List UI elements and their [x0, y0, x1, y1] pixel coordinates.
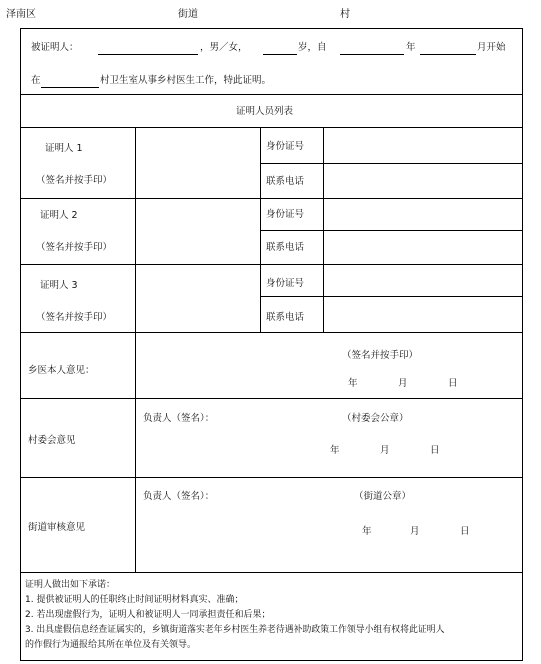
committee-opinion-field[interactable] [136, 399, 522, 477]
commitment-item: 2. 若出现虚假行为，证明人和被证明人一同承担责任和后果； [25, 610, 271, 620]
id-number-label: 身份证号 [266, 141, 305, 152]
id-number-label: 身份证号 [266, 278, 305, 289]
witness-sign-hint: （签名并按手印） [36, 242, 113, 253]
witness-label: 证明人 1 [45, 143, 83, 154]
committee-opinion-label: 村委会意见 [28, 435, 76, 446]
year-label: 年 [406, 42, 416, 53]
line2-prefix: 在 [31, 75, 41, 86]
id-number-label: 身份证号 [266, 209, 305, 220]
id-number-field[interactable] [324, 128, 522, 163]
line2-suffix: 村卫生室从事乡村医生工作，特此证明。 [100, 75, 272, 86]
witness-signature-cell[interactable] [136, 265, 260, 332]
start-month-field[interactable] [420, 54, 476, 55]
street-month-label: 月 [410, 526, 420, 537]
commitment-item: 3. 出具虚假信息经查证属实的，乡镇街道落实老年乡村医生养老待遇补助政策工作领导小组有权将此证明人 [25, 625, 445, 635]
name-field[interactable] [98, 54, 198, 55]
committee-seal-hint: （村委会公章） [342, 413, 409, 424]
village-field[interactable] [41, 87, 99, 88]
commitment-item: 1. 提供被证明人的任职终止时间证明材料真实、准确； [25, 595, 244, 605]
commitment-title: 证明人做出如下承诺： [25, 580, 116, 590]
committee-responsible-label: 负责人（签名）： [143, 413, 215, 424]
witness-sign-hint: （签名并按手印） [36, 175, 113, 186]
committee-day-label: 日 [430, 445, 440, 456]
gender-label: ，男／女， [200, 42, 248, 53]
district-label: 泽南区 [6, 9, 36, 20]
doctor-opinion-label: 乡医本人意见： [28, 365, 95, 376]
doctor-month-label: 月 [398, 378, 408, 389]
start-year-field[interactable] [340, 54, 404, 55]
witness-sign-hint: （签名并按手印） [36, 312, 113, 323]
phone-label: 联系电话 [266, 242, 305, 253]
street-day-label: 日 [460, 526, 470, 537]
witness-label: 证明人 3 [40, 280, 78, 291]
commitment-item: 的作假行为通报给其所在单位及有关领导。 [25, 640, 197, 650]
phone-field[interactable] [324, 297, 522, 332]
witness-signature-cell[interactable] [136, 128, 260, 198]
doctor-year-label: 年 [348, 378, 358, 389]
witness-signature-cell[interactable] [136, 199, 260, 264]
witness-label: 证明人 2 [40, 210, 78, 221]
age-unit-label: 岁，自 [298, 42, 327, 53]
street-year-label: 年 [362, 526, 372, 537]
list-title: 证明人员列表 [236, 106, 294, 117]
street-seal-hint: （街道公章） [354, 491, 412, 502]
doctor-day-label: 日 [448, 378, 458, 389]
certified-label: 被证明人： [31, 42, 79, 53]
phone-label: 联系电话 [266, 176, 305, 187]
street-review-label: 街道审核意见 [28, 522, 86, 533]
village-label: 村 [340, 9, 350, 20]
phone-field[interactable] [324, 164, 522, 198]
age-field[interactable] [263, 54, 297, 55]
doctor-sign-hint: （签名并按手印） [342, 350, 419, 361]
committee-month-label: 月 [380, 445, 390, 456]
phone-label: 联系电话 [266, 312, 305, 323]
phone-field[interactable] [324, 231, 522, 264]
id-number-field[interactable] [324, 199, 522, 230]
month-start-label: 月开始 [477, 42, 506, 53]
id-number-field[interactable] [324, 265, 522, 296]
committee-year-label: 年 [330, 445, 340, 456]
street-responsible-label: 负责人（签名）： [143, 491, 215, 502]
street-label: 街道 [178, 9, 198, 20]
doctor-opinion-field[interactable] [136, 333, 522, 398]
